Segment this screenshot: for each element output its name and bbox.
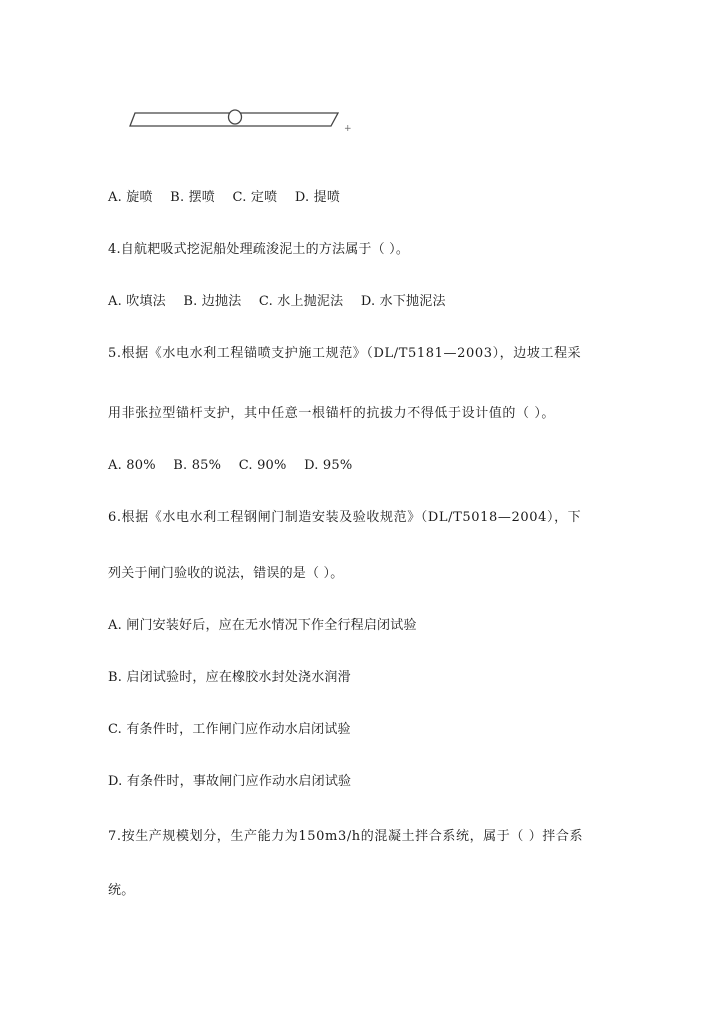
- q6-stem-line2: 列关于闸门验收的说法，错误的是（ ）。: [108, 566, 344, 581]
- q4-options: A. 吹填法 B. 边抛法 C. 水上抛泥法 D. 水下抛泥法: [108, 294, 446, 309]
- q5-stem-line1: 5.根据《水电水利工程锚喷支护施工规范》（DL/T5181—2003），边坡工程采: [108, 346, 582, 361]
- q7-stem-line2: 统。: [108, 883, 135, 898]
- nozzle-bar-with-circle-icon: [128, 104, 358, 134]
- figure-marker: +: [344, 124, 352, 134]
- nozzle-diagram: [128, 104, 358, 134]
- q6-option-c: C. 有条件时，工作闸门应作动水启闭试验: [108, 722, 351, 737]
- q6-option-a: A. 闸门安装好后，应在无水情况下作全行程启闭试验: [108, 618, 417, 633]
- q4-stem: 4.自航耙吸式挖泥船处理疏浚泥土的方法属于（ ）。: [108, 242, 410, 257]
- q5-stem-line2: 用非张拉型锚杆支护，其中任意一根锚杆的抗拔力不得低于设计值的（ ）。: [108, 406, 556, 421]
- q7-stem-line1: 7.按生产规模划分，生产能力为150m3/h的混凝土拌合系统，属于（ ）拌合系: [108, 829, 584, 844]
- q6-option-b: B. 启闭试验时，应在橡胶水封处浇水润滑: [108, 670, 351, 685]
- q5-options: A. 80% B. 85% C. 90% D. 95%: [108, 458, 353, 473]
- q6-stem-line1: 6.根据《水电水利工程钢闸门制造安装及验收规范》（DL/T5018—2004），下: [108, 510, 582, 525]
- q6-option-d: D. 有条件时，事故闸门应作动水启闭试验: [108, 774, 352, 789]
- q3-options: A. 旋喷 B. 摆喷 C. 定喷 D. 提喷: [108, 190, 341, 205]
